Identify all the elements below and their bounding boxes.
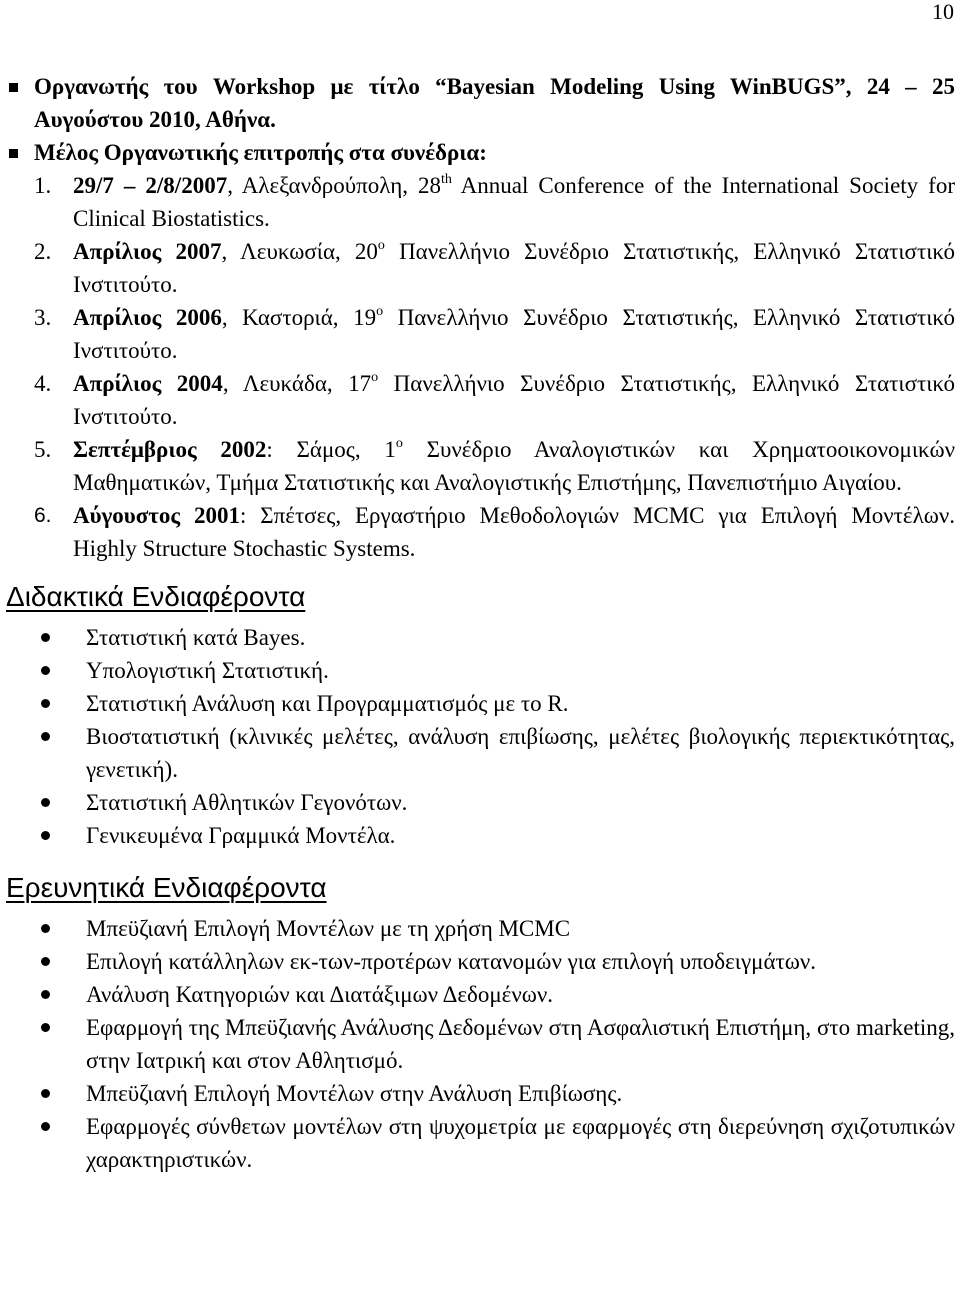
conference-text: Annual Conference of the International Society for Clinical Biostatistics. (73, 173, 956, 231)
bullet-icon (41, 957, 50, 966)
conference-item (0, 301, 955, 367)
conference-date: Σεπτέμβριος 2002 (73, 437, 267, 462)
conference-date: Απρίλιος 2004 (73, 371, 223, 396)
bullet-icon (41, 990, 50, 999)
ordinal-suffix: ο (395, 436, 403, 452)
bullet-icon (41, 633, 50, 642)
bullet-icon (41, 1023, 50, 1032)
list-item (0, 1011, 955, 1077)
bullet-icon (41, 924, 50, 933)
list-item-text: Μπεϋζιανή Επιλογή Μοντέλων στην Ανάλυση Επιβίωσης. (86, 1081, 623, 1106)
list-number: 5. (34, 437, 52, 462)
list-item-text: Εφαρμογές σύνθετων μοντέλων στη ψυχομετρία με εφαρμογές στη διερεύνηση σχιζοτυπικών χαρακτηριστικών. (86, 1114, 955, 1172)
section-heading-teaching: Διδακτικά Ενδιαφέροντα (6, 581, 306, 612)
conference-text: Πανελλήνιο Συνέδριο Στατιστικής, Ελληνικό Στατιστικό Ινστιτούτο. (73, 371, 955, 429)
page-number: 10 (932, 0, 954, 24)
list-number: 6. (34, 504, 52, 527)
document-body (0, 70, 958, 1176)
section-heading-research: Ερευνητικά Ενδιαφέροντα (6, 872, 327, 903)
square-bullet-icon (9, 83, 18, 92)
teaching-list (0, 621, 958, 852)
conference-text: : Σάμος, 1 (266, 437, 396, 462)
list-item-text: Στατιστική κατά Bayes. (86, 625, 306, 650)
conference-text: Πανελλήνιο Συνέδριο Στατιστικής, Ελληνικό Στατιστικό Ινστιτούτο. (73, 239, 955, 297)
list-item (0, 720, 955, 786)
list-item-text: Εφαρμογή της Μπεϋζιανής Ανάλυσης Δεδομένων στη Ασφαλιστική Επιστήμη, στο marketing, στην Ιατρική και στον Αθλητισμό. (86, 1015, 955, 1073)
list-item (0, 1110, 955, 1176)
list-item-text: Στατιστική Αθλητικών Γεγονότων. (86, 790, 408, 815)
list-number: 3. (34, 305, 52, 330)
conference-text: Συνέδριο Αναλογιστικών και Χρηματοοικονομικών Μαθηματικών, Τμήμα Στατιστικής και Αναλογιστικής Επιστήμης, Πανεπιστήμιο Αιγαίου. (73, 437, 955, 495)
bullet-icon (41, 699, 50, 708)
list-item-text: Μπεϋζιανή Επιλογή Μοντέλων με τη χρήση MCMC (86, 916, 571, 941)
list-number: 4. (34, 371, 52, 396)
list-item (0, 621, 955, 654)
list-item-text: Γενικευμένα Γραμμικά Μοντέλα. (86, 823, 396, 848)
list-number: 2. (34, 239, 52, 264)
conference-text: Πανελλήνιο Συνέδριο Στατιστικής, Ελληνικό Στατιστικό Ινστιτούτο. (73, 305, 955, 363)
conference-text: , Αλεξανδρούπολη, 28 (227, 173, 442, 198)
activity-committee (0, 136, 955, 169)
list-item (0, 819, 955, 852)
ordinal-suffix: th (441, 172, 452, 188)
list-item-text: Υπολογιστική Στατιστική. (86, 658, 329, 683)
activity-text: Οργανωτής του Workshop με τίτλο “Bayesian Modeling Using WinBUGS”, 24 – 25 Αυγούστου 2010, Αθήνα. (34, 74, 955, 132)
list-item (0, 1077, 955, 1110)
research-list (0, 912, 958, 1176)
list-item-text: Στατιστική Ανάλυση και Προγραμματισμός με το R. (86, 691, 569, 716)
conference-date: Αύγουστος 2001 (73, 503, 240, 528)
conference-list (0, 169, 958, 565)
conference-text: , Λευκάδα, 17 (222, 371, 372, 396)
list-item (0, 687, 955, 720)
activity-text: Μέλος Οργανωτικής επιτροπής στα συνέδρια: (34, 140, 487, 165)
conference-date: 29/7 – 2/8/2007 (73, 173, 228, 198)
conference-date: Απρίλιος 2007 (73, 239, 222, 264)
ordinal-suffix: ο (376, 304, 384, 320)
list-item (0, 912, 955, 945)
ordinal-suffix: ο (371, 370, 379, 386)
list-number: 1. (34, 173, 52, 198)
conference-text: , Καστοριά, 19 (221, 305, 377, 330)
conference-item (0, 499, 955, 565)
conference-item (0, 433, 955, 499)
list-item (0, 786, 955, 819)
list-item-text: Επιλογή κατάλληλων εκ-των-προτέρων κατανομών για επιλογή υποδειγμάτων. (86, 949, 817, 974)
conference-item (0, 367, 955, 433)
ordinal-suffix: ο (377, 238, 385, 254)
bullet-icon (41, 732, 50, 741)
list-item (0, 945, 955, 978)
conference-item (0, 235, 955, 301)
list-item (0, 654, 955, 687)
bullet-icon (41, 798, 50, 807)
conference-date: Απρίλιος 2006 (73, 305, 222, 330)
conference-text: , Λευκωσία, 20 (221, 239, 378, 264)
bullet-icon (41, 831, 50, 840)
bullet-icon (41, 666, 50, 675)
list-item-text: Βιοστατιστική (κλινικές μελέτες, ανάλυση επιβίωσης, μελέτες βιολογικής περιεκτικότητας, γενετική). (86, 724, 955, 782)
conference-text: : Σπέτσες, Εργαστήριο Μεθοδολογιών MCMC για Επιλογή Μοντέλων. Highly Structure Stochastic Systems. (73, 503, 956, 561)
list-item (0, 978, 955, 1011)
bullet-icon (41, 1089, 50, 1098)
bullet-icon (41, 1122, 50, 1131)
activity-workshop (0, 70, 955, 136)
conference-item (0, 169, 955, 235)
list-item-text: Ανάλυση Κατηγοριών και Διατάξιμων Δεδομένων. (86, 982, 554, 1007)
square-bullet-icon (9, 149, 18, 158)
